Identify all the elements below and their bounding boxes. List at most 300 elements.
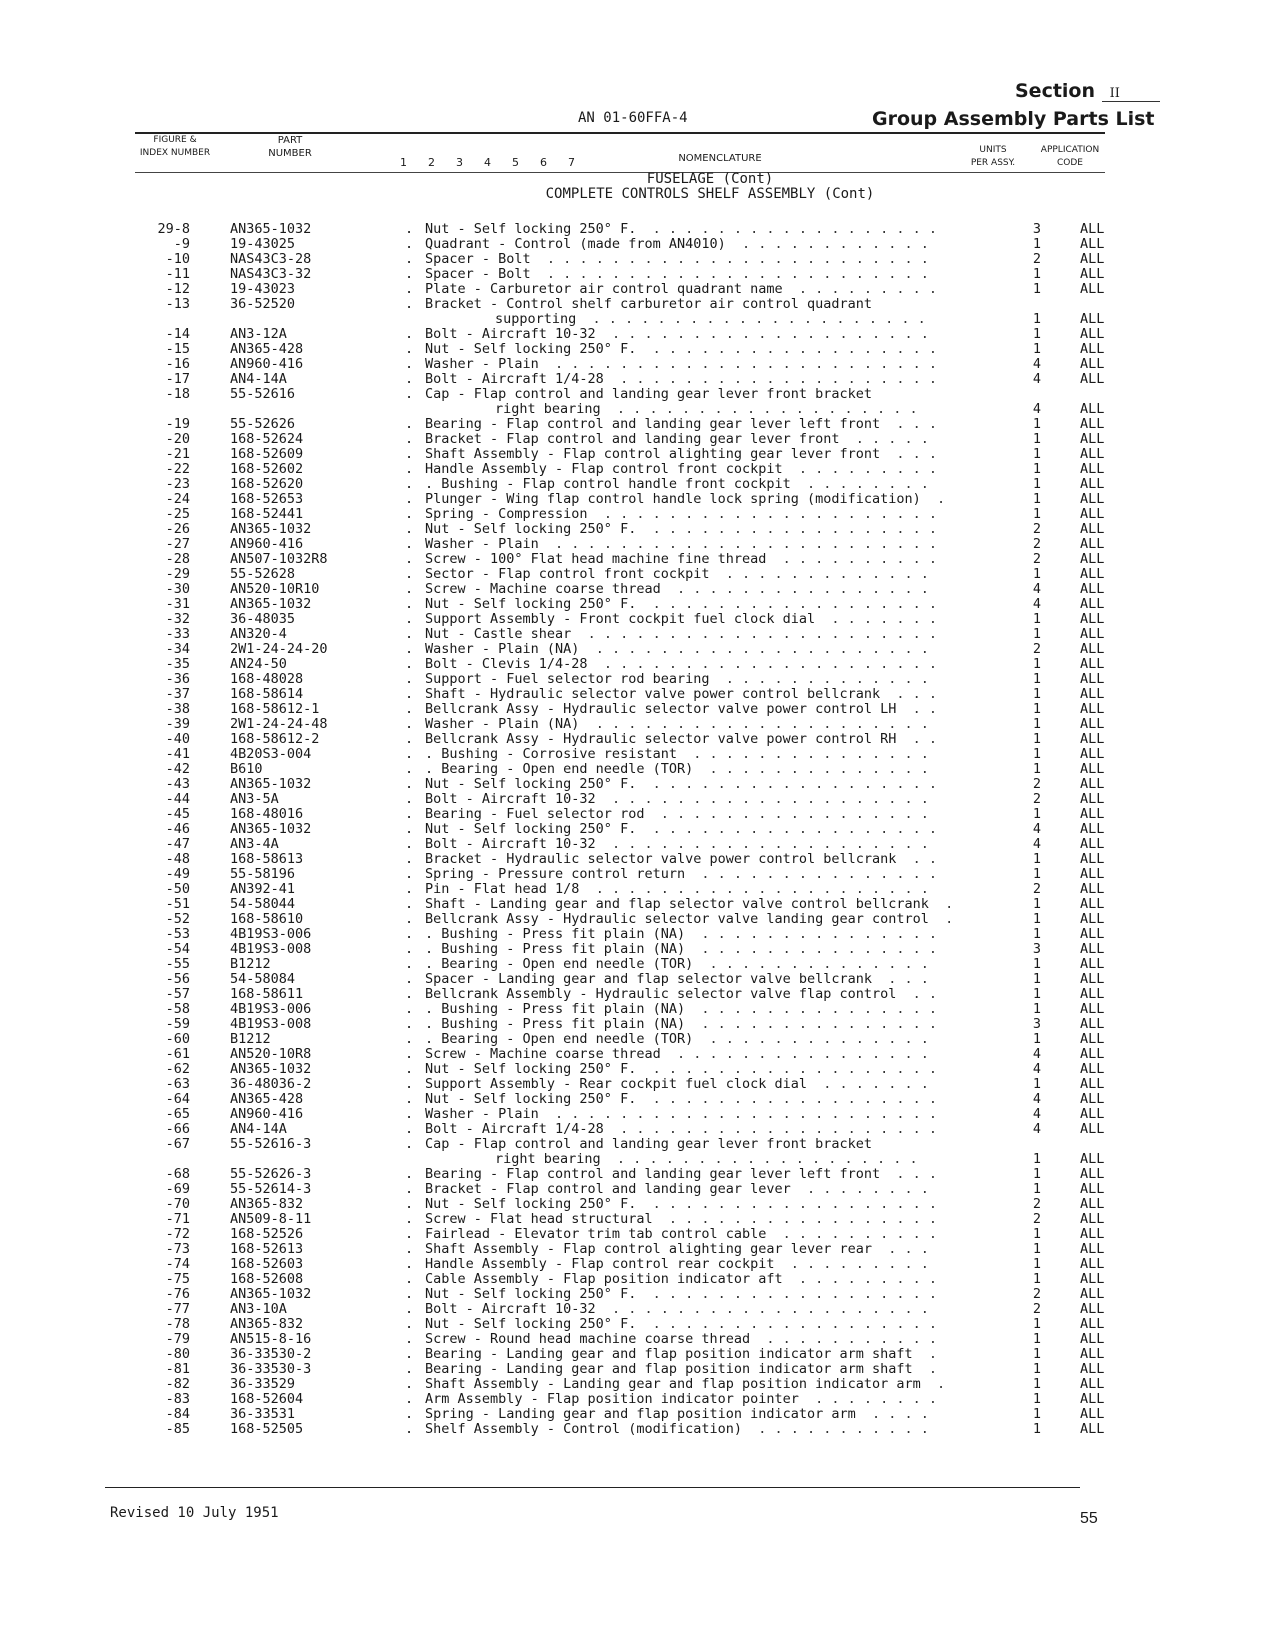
- units-per-assembly: 4: [1032, 401, 1042, 417]
- dot-leader: . . . . . . . . . . . . . . . . . .: [636, 342, 938, 357]
- nomenclature: [425, 777, 985, 792]
- dot-leader: . . . . . . . . . .: [766, 1227, 938, 1242]
- dot-leader: .: [912, 1347, 938, 1362]
- units-per-assembly: 2: [1032, 791, 1042, 807]
- nomenclature-text: Bellcrank Assy - Hydraulic selector valve power control LH: [425, 702, 897, 717]
- dot-leader: . . . . . . . . . . . . . . . . . . . .: [595, 792, 929, 807]
- nomenclature-text: . Bushing - Flap control handle front cockpit: [425, 477, 791, 492]
- nomenclature-text: Bearing - Flap control and landing gear lever left front: [425, 1167, 881, 1182]
- nomenclature-text: Pin - Flat head 1/8: [425, 882, 580, 897]
- indent-dot: .: [405, 716, 414, 732]
- figure-index: -82: [165, 1376, 190, 1392]
- table-row: [0, 1377, 1275, 1392]
- table-row: [0, 1317, 1275, 1332]
- units-per-assembly: 2: [1032, 881, 1042, 897]
- figure-index: -37: [165, 686, 190, 702]
- units-per-assembly: 1: [1032, 656, 1042, 672]
- nomenclature: [425, 882, 985, 897]
- part-number: 54-58084: [230, 971, 296, 987]
- nomenclature: [425, 582, 985, 597]
- dot-leader: . . . . . . . . . . . . . . . . . . . .: [595, 1302, 929, 1317]
- nomenclature: [425, 1047, 985, 1062]
- application-code: ALL: [1080, 1256, 1105, 1272]
- nomenclature: [425, 612, 985, 627]
- units-per-assembly: 2: [1032, 641, 1042, 657]
- figure-index: -74: [165, 1256, 190, 1272]
- nomenclature-text: Fairlead - Elevator trim tab control cable: [425, 1227, 767, 1242]
- nomenclature: [425, 657, 985, 672]
- dot-leader: . . . . . . . . . . . . . . . . . . .: [600, 402, 918, 417]
- nomenclature-text: . Bushing - Press fit plain (NA): [425, 1017, 686, 1032]
- nomenclature: [425, 1302, 985, 1317]
- indent-level: 7: [568, 156, 575, 169]
- indent-dot: .: [405, 851, 414, 867]
- column-header-line: CODE: [1057, 158, 1083, 168]
- indent-dot: .: [405, 1316, 414, 1332]
- nomenclature: [425, 267, 985, 282]
- application-code: ALL: [1080, 656, 1105, 672]
- nomenclature-text: . Bearing - Open end needle (TOR): [425, 957, 694, 972]
- nomenclature: [425, 1227, 985, 1242]
- units-per-assembly: 4: [1032, 1106, 1042, 1122]
- table-row: [0, 537, 1275, 552]
- figure-index: -66: [165, 1121, 190, 1137]
- units-per-assembly: 2: [1032, 1286, 1042, 1302]
- part-number: 36-33530-3: [230, 1361, 312, 1377]
- indent-dot: .: [405, 1256, 414, 1272]
- application-code: ALL: [1080, 941, 1105, 957]
- table-row: [0, 1017, 1275, 1032]
- indent-dot: .: [405, 896, 414, 912]
- figure-index: -45: [165, 806, 190, 822]
- units-per-assembly: 1: [1032, 1421, 1042, 1437]
- table-row: [0, 462, 1275, 477]
- dot-leader: . . . . . . . . . . . . . . . . . .: [636, 1287, 938, 1302]
- dot-leader: . . . . .: [839, 432, 929, 447]
- table-row: [0, 792, 1275, 807]
- figure-index: -70: [165, 1196, 190, 1212]
- dot-leader: . . . . . . .: [807, 1077, 929, 1092]
- indent-dot: .: [405, 1061, 414, 1077]
- indent-dot: .: [405, 476, 414, 492]
- nomenclature: [425, 942, 985, 957]
- figure-index: -73: [165, 1241, 190, 1257]
- indent-dot: .: [405, 1346, 414, 1362]
- dot-leader: . . . . . . .: [815, 612, 938, 627]
- nomenclature-text: Shelf Assembly - Control (modification): [425, 1422, 742, 1437]
- indent-dot: .: [405, 1196, 414, 1212]
- dot-leader: . . . . . . . . . . . . . .: [693, 1032, 929, 1047]
- units-per-assembly: 1: [1032, 686, 1042, 702]
- figure-index: -77: [165, 1301, 190, 1317]
- units-per-assembly: 1: [1032, 566, 1042, 582]
- part-number: AN507-1032R8: [230, 551, 328, 567]
- figure-index: -9: [173, 236, 190, 252]
- dot-leader: .: [912, 1362, 938, 1377]
- indent-dot: .: [405, 1376, 414, 1392]
- nomenclature: [425, 1092, 985, 1107]
- nomenclature-text: Screw - Machine coarse thread: [425, 1047, 661, 1062]
- part-number: AN520-10R8: [230, 1046, 312, 1062]
- application-code: ALL: [1080, 806, 1105, 822]
- units-per-assembly: 4: [1032, 596, 1042, 612]
- application-code: ALL: [1080, 551, 1105, 567]
- nomenclature: [425, 372, 985, 387]
- part-number: 55-58196: [230, 866, 296, 882]
- indent-dot: .: [405, 926, 414, 942]
- table-row: [0, 612, 1275, 627]
- nomenclature: [425, 237, 985, 252]
- indent-dot: .: [405, 341, 414, 357]
- table-row: [0, 1227, 1275, 1242]
- nomenclature: [425, 762, 985, 777]
- nomenclature-text: Support Assembly - Front cockpit fuel clock dial: [425, 612, 816, 627]
- application-code: ALL: [1080, 1376, 1105, 1392]
- figure-index: -65: [165, 1106, 190, 1122]
- table-row: [0, 687, 1275, 702]
- part-number: AN960-416: [230, 1106, 304, 1122]
- table-row: [0, 942, 1275, 957]
- table-row: [0, 732, 1275, 747]
- indent-dot: .: [405, 686, 414, 702]
- part-number: 36-33529: [230, 1376, 296, 1392]
- indent-dot: .: [405, 641, 414, 657]
- nomenclature: [425, 447, 985, 462]
- nomenclature-text: Washer - Plain: [425, 357, 539, 372]
- part-number: AN3-5A: [230, 791, 279, 807]
- part-number: 168-58612-2: [230, 731, 320, 747]
- application-code: ALL: [1080, 851, 1105, 867]
- nomenclature-text: right bearing: [495, 1152, 601, 1167]
- application-code: ALL: [1080, 221, 1105, 237]
- dot-leader: . . . . . . . . . . . . . . . . . .: [636, 1317, 938, 1332]
- application-code: ALL: [1080, 596, 1105, 612]
- dot-leader: . . . . . . . .: [798, 1392, 938, 1407]
- dot-leader: . . .: [880, 687, 938, 702]
- part-number: AN960-416: [230, 356, 304, 372]
- figure-index: -69: [165, 1181, 190, 1197]
- application-code: ALL: [1080, 1181, 1105, 1197]
- figure-index: -26: [165, 521, 190, 537]
- units-per-assembly: 1: [1032, 1256, 1042, 1272]
- nomenclature: [425, 687, 985, 702]
- part-number: 168-58611: [230, 986, 304, 1002]
- indent-dot: .: [405, 881, 414, 897]
- units-per-assembly: 2: [1032, 1211, 1042, 1227]
- dot-leader: . . . . . . . . . . . . . . . . . . . .: [603, 372, 938, 387]
- part-number: 2W1-24-24-20: [230, 641, 328, 657]
- nomenclature-text: Screw - Flat head structural: [425, 1212, 653, 1227]
- column-header-indent-levels: [400, 156, 596, 169]
- nomenclature-text: Bellcrank Assy - Hydraulic selector valve power control RH: [425, 732, 897, 747]
- figure-index: -19: [165, 416, 190, 432]
- part-number: 4B20S3-004: [230, 746, 312, 762]
- page-number: 55: [1080, 1510, 1098, 1527]
- section-label-text: Section: [1015, 80, 1096, 102]
- indent-dot: .: [405, 791, 414, 807]
- dot-leader: . .: [896, 987, 938, 1002]
- table-row: [0, 1287, 1275, 1302]
- dot-leader: . . . . . . . . . . . . . . . . .: [644, 807, 929, 822]
- dot-leader: . . .: [880, 417, 938, 432]
- units-per-assembly: 2: [1032, 251, 1042, 267]
- indent-dot: .: [405, 941, 414, 957]
- indent-dot: .: [405, 596, 414, 612]
- nomenclature-text: Washer - Plain: [425, 537, 539, 552]
- table-row-continuation: [0, 312, 1275, 327]
- nomenclature: [425, 1032, 985, 1047]
- table-row: [0, 1392, 1275, 1407]
- dot-leader: . . . . . . . . . . . . . . . . . . . . .: [579, 882, 929, 897]
- units-per-assembly: 1: [1032, 761, 1042, 777]
- nomenclature-text: Screw - 100° Flat head machine fine thread: [425, 552, 767, 567]
- nomenclature-text: Nut - Self locking 250° F.: [425, 522, 637, 537]
- dot-leader: . .: [896, 732, 938, 747]
- dot-leader: . . . . . . . . .: [782, 462, 938, 477]
- units-per-assembly: 1: [1032, 311, 1042, 327]
- nomenclature: [425, 957, 985, 972]
- nomenclature-text: Nut - Self locking 250° F.: [425, 222, 637, 237]
- nomenclature-text: Nut - Self locking 250° F.: [425, 822, 637, 837]
- figure-index: -59: [165, 1016, 190, 1032]
- units-per-assembly: 1: [1032, 1361, 1042, 1377]
- units-per-assembly: 4: [1032, 1046, 1042, 1062]
- application-code: ALL: [1080, 236, 1105, 252]
- application-code: ALL: [1080, 686, 1105, 702]
- indent-dot: .: [405, 431, 414, 447]
- application-code: ALL: [1080, 1316, 1105, 1332]
- figure-index: -67: [165, 1136, 190, 1152]
- table-row: [0, 1257, 1275, 1272]
- units-per-assembly: 1: [1032, 866, 1042, 882]
- figure-index: -52: [165, 911, 190, 927]
- figure-index: -50: [165, 881, 190, 897]
- indent-dot: .: [405, 1001, 414, 1017]
- figure-index: -33: [165, 626, 190, 642]
- dot-leader: . . . . . . . . . . . . . .: [693, 762, 929, 777]
- units-per-assembly: 1: [1032, 626, 1042, 642]
- dot-leader: .: [928, 912, 954, 927]
- nomenclature: [425, 417, 985, 432]
- figure-index: -35: [165, 656, 190, 672]
- part-number: 55-52626-3: [230, 1166, 312, 1182]
- dot-leader: . . . . . . . . . . . . . . . . . . . . . . . .: [530, 252, 929, 267]
- application-code: ALL: [1080, 1121, 1105, 1137]
- nomenclature: [425, 537, 985, 552]
- part-number: AN365-1032: [230, 221, 312, 237]
- table-row: [0, 357, 1275, 372]
- figure-index: -24: [165, 491, 190, 507]
- figure-index: -81: [165, 1361, 190, 1377]
- nomenclature-text: Cable Assembly - Flap position indicator aft: [425, 1272, 783, 1287]
- dot-leader: . . . . . . . . . . . . . . . . . . . . . . . .: [538, 537, 938, 552]
- nomenclature: [425, 897, 985, 912]
- table-row: [0, 252, 1275, 267]
- figure-index: -71: [165, 1211, 190, 1227]
- table-row: [0, 567, 1275, 582]
- nomenclature-text: Bracket - Flap control and landing gear lever: [425, 1182, 791, 1197]
- nomenclature-text: Washer - Plain (NA): [425, 642, 580, 657]
- nomenclature: [425, 552, 985, 567]
- units-per-assembly: 1: [1032, 986, 1042, 1002]
- dot-leader: . . . . . . . . . . . .: [725, 237, 929, 252]
- dot-leader: . . .: [880, 1167, 938, 1182]
- dot-leader: . . . . . . . . . . . . . . .: [685, 927, 938, 942]
- units-per-assembly: 1: [1032, 1271, 1042, 1287]
- indent-dot: .: [405, 806, 414, 822]
- table-row: [0, 597, 1275, 612]
- figure-index: -39: [165, 716, 190, 732]
- nomenclature: [425, 357, 985, 372]
- indent-dot: .: [405, 626, 414, 642]
- dot-leader: . . . . . . . . . . . . . . . . . . . . .: [587, 657, 938, 672]
- table-row: [0, 672, 1275, 687]
- table-row: [0, 1407, 1275, 1422]
- dot-leader: . .: [896, 852, 938, 867]
- column-header-part-number: [250, 134, 330, 160]
- application-code: ALL: [1080, 536, 1105, 552]
- application-code: ALL: [1080, 836, 1105, 852]
- units-per-assembly: 1: [1032, 1181, 1042, 1197]
- part-number: AN392-41: [230, 881, 296, 897]
- indent-dot: .: [405, 566, 414, 582]
- dot-leader: . . . . . . . . . . . . .: [709, 672, 929, 687]
- table-row: [0, 867, 1275, 882]
- units-per-assembly: 4: [1032, 1091, 1042, 1107]
- nomenclature: [425, 477, 985, 492]
- nomenclature: [425, 1317, 985, 1332]
- indent-dot: .: [405, 1286, 414, 1302]
- units-per-assembly: 1: [1032, 1376, 1042, 1392]
- application-code: ALL: [1080, 986, 1105, 1002]
- nomenclature: [425, 1137, 985, 1152]
- dot-leader: . . . . . . . . . . . . . . . . . . . . . . . .: [538, 1107, 938, 1122]
- figure-index: -68: [165, 1166, 190, 1182]
- figure-index: -63: [165, 1076, 190, 1092]
- nomenclature: [425, 1422, 985, 1437]
- figure-index: -49: [165, 866, 190, 882]
- part-number: 168-52613: [230, 1241, 304, 1257]
- table-row: [0, 657, 1275, 672]
- units-per-assembly: 1: [1032, 1166, 1042, 1182]
- nomenclature: [425, 1002, 985, 1017]
- nomenclature-text: Bolt - Aircraft 10-32: [425, 837, 596, 852]
- dot-leader: . . . . . . . . . .: [766, 552, 938, 567]
- application-code: ALL: [1080, 281, 1105, 297]
- part-number: 36-33531: [230, 1406, 296, 1422]
- nomenclature-text: Spring - Landing gear and flap position indicator arm: [425, 1407, 856, 1422]
- part-number: 4B19S3-008: [230, 941, 312, 957]
- table-row: [0, 882, 1275, 897]
- indent-dot: .: [405, 1181, 414, 1197]
- nomenclature-text: Spacer - Bolt: [425, 252, 531, 267]
- units-per-assembly: 4: [1032, 581, 1042, 597]
- figure-index: -10: [165, 251, 190, 267]
- application-code: ALL: [1080, 401, 1105, 417]
- application-code: ALL: [1080, 446, 1105, 462]
- table-row: [0, 702, 1275, 717]
- nomenclature-text: Bellcrank Assembly - Hydraulic selector valve flap control: [425, 987, 897, 1002]
- part-number: B610: [230, 761, 263, 777]
- nomenclature: [425, 837, 985, 852]
- table-row: [0, 762, 1275, 777]
- dot-leader: . . . . . . . . . . . . . . . . . . . . .: [579, 642, 929, 657]
- figure-index: -25: [165, 506, 190, 522]
- application-code: ALL: [1080, 1241, 1105, 1257]
- indent-dot: .: [405, 416, 414, 432]
- indent-dot: .: [405, 776, 414, 792]
- units-per-assembly: 1: [1032, 956, 1042, 972]
- nomenclature: [425, 1287, 985, 1302]
- dot-leader: . . . . . . . . . . . . .: [709, 567, 929, 582]
- nomenclature: [425, 1062, 985, 1077]
- part-number: 168-52620: [230, 476, 304, 492]
- indent-level: 3: [456, 156, 463, 169]
- table-row: [0, 1107, 1275, 1122]
- indent-dot: .: [405, 1106, 414, 1122]
- nomenclature-text: Plunger - Wing flap control handle lock spring (modification): [425, 492, 921, 507]
- table-row: [0, 1272, 1275, 1287]
- nomenclature: [425, 297, 985, 312]
- part-number: 55-52614-3: [230, 1181, 312, 1197]
- part-number: AN365-428: [230, 341, 304, 357]
- indent-dot: .: [405, 1391, 414, 1407]
- part-number: AN24-50: [230, 656, 287, 672]
- part-number: 4B19S3-006: [230, 926, 312, 942]
- units-per-assembly: 1: [1032, 1391, 1042, 1407]
- indent-dot: .: [405, 236, 414, 252]
- nomenclature-text: Spacer - Bolt: [425, 267, 531, 282]
- nomenclature-text: Cap - Flap control and landing gear lever front bracket: [425, 387, 873, 402]
- figure-index: -64: [165, 1091, 190, 1107]
- application-code: ALL: [1080, 761, 1105, 777]
- dot-leader: . . . . . . . . . . . . . . . .: [660, 582, 929, 597]
- units-per-assembly: 1: [1032, 1241, 1042, 1257]
- figure-index: -11: [165, 266, 190, 282]
- part-number: AN520-10R10: [230, 581, 320, 597]
- part-number: 168-52653: [230, 491, 304, 507]
- nomenclature-text: Cap - Flap control and landing gear lever front bracket: [425, 1137, 873, 1152]
- indent-dot: .: [405, 221, 414, 237]
- application-code: ALL: [1080, 971, 1105, 987]
- table-row: [0, 432, 1275, 447]
- indent-dot: .: [405, 956, 414, 972]
- nomenclature-text: Bolt - Clevis 1/4-28: [425, 657, 588, 672]
- part-number: AN960-416: [230, 536, 304, 552]
- part-number: 55-52616-3: [230, 1136, 312, 1152]
- figure-index: -32: [165, 611, 190, 627]
- nomenclature-text: Handle Assembly - Flap control rear cockpit: [425, 1257, 775, 1272]
- indent-dot: .: [405, 1406, 414, 1422]
- indent-dot: .: [405, 986, 414, 1002]
- units-per-assembly: 1: [1032, 926, 1042, 942]
- nomenclature-text: Sector - Flap control front cockpit: [425, 567, 710, 582]
- indent-dot: .: [405, 491, 414, 507]
- indent-dot: .: [405, 281, 414, 297]
- part-number: 168-52604: [230, 1391, 304, 1407]
- indent-dot: .: [405, 266, 414, 282]
- part-number: 19-43023: [230, 281, 296, 297]
- units-per-assembly: 1: [1032, 701, 1042, 717]
- indent-dot: .: [405, 1421, 414, 1437]
- table-row: [0, 1167, 1275, 1182]
- table-row: [0, 1077, 1275, 1092]
- indent-dot: .: [405, 356, 414, 372]
- nomenclature-text: . Bushing - Press fit plain (NA): [425, 927, 686, 942]
- figure-index: -56: [165, 971, 190, 987]
- application-code: ALL: [1080, 1391, 1105, 1407]
- application-code: ALL: [1080, 1166, 1105, 1182]
